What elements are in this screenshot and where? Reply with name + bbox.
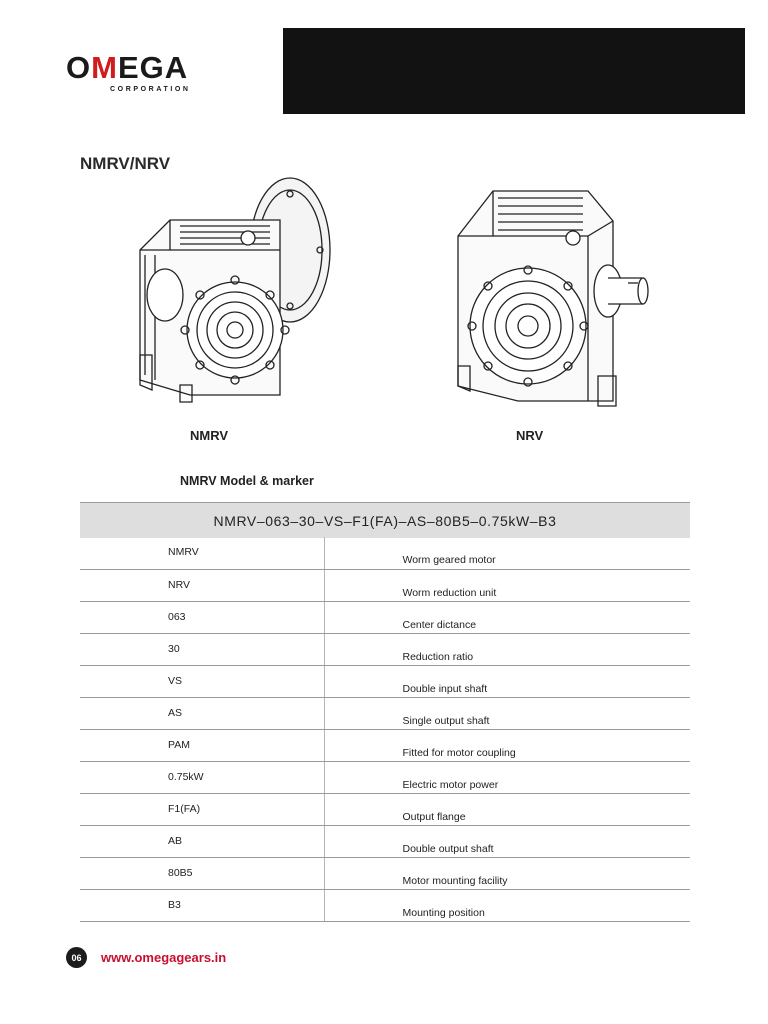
row-description: Motor mounting facility bbox=[324, 857, 690, 889]
row-code: NMRV bbox=[80, 537, 324, 569]
website-link[interactable]: www.omegagears.in bbox=[101, 950, 227, 965]
row-code: F1(FA) bbox=[80, 793, 324, 825]
row-code: VS bbox=[80, 665, 324, 697]
row-code: 30 bbox=[80, 633, 324, 665]
row-code: 0.75kW bbox=[80, 761, 324, 793]
logo-letter-o: O bbox=[66, 50, 92, 85]
row-description: Worm geared motor bbox=[324, 537, 690, 569]
table-row bbox=[80, 697, 690, 729]
row-code: AS bbox=[80, 697, 324, 729]
nmrv-gearbox-illustration bbox=[130, 170, 345, 420]
table-row bbox=[80, 889, 690, 921]
row-description: Double input shaft bbox=[324, 665, 690, 697]
row-code: NRV bbox=[80, 569, 324, 601]
table-row bbox=[80, 569, 690, 601]
row-code: PAM bbox=[80, 729, 324, 761]
table-row bbox=[80, 857, 690, 889]
nmrv-caption: NMRV bbox=[190, 428, 229, 443]
table-row bbox=[80, 761, 690, 793]
row-description: Center dictance bbox=[324, 601, 690, 633]
section-title: NMRV/NRV bbox=[80, 154, 171, 173]
row-code: AB bbox=[80, 825, 324, 857]
nrv-caption: NRV bbox=[516, 428, 544, 443]
header-band bbox=[283, 28, 745, 114]
table-row bbox=[80, 793, 690, 825]
table-subtitle: NMRV Model & marker bbox=[180, 474, 314, 488]
company-logo bbox=[66, 52, 206, 93]
logo-wordmark bbox=[66, 52, 206, 83]
row-description: Worm reduction unit bbox=[324, 569, 690, 601]
table-row bbox=[80, 729, 690, 761]
logo-letter-m: M bbox=[91, 50, 118, 85]
row-description: Output flange bbox=[324, 793, 690, 825]
table-row bbox=[80, 537, 690, 569]
page-footer bbox=[66, 947, 226, 968]
row-description: Single output shaft bbox=[324, 697, 690, 729]
nrv-gearbox-illustration bbox=[438, 176, 653, 421]
table-row bbox=[80, 825, 690, 857]
model-code-bar: NMRV–063–30–VS–F1(FA)–AS–80B5–0.75kW–B3 bbox=[80, 502, 690, 538]
row-description: Double output shaft bbox=[324, 825, 690, 857]
row-description: Reduction ratio bbox=[324, 633, 690, 665]
row-code: 80B5 bbox=[80, 857, 324, 889]
row-code: 063 bbox=[80, 601, 324, 633]
page-number-badge: 06 bbox=[66, 947, 87, 968]
table-row bbox=[80, 601, 690, 633]
table-row bbox=[80, 665, 690, 697]
row-description: Mounting position bbox=[324, 889, 690, 921]
row-description: Fitted for motor coupling bbox=[324, 729, 690, 761]
spec-table bbox=[80, 537, 690, 922]
logo-subtitle: CORPORATION bbox=[110, 86, 191, 93]
logo-letters-ega: EGA bbox=[117, 50, 189, 85]
table-row bbox=[80, 633, 690, 665]
row-description: Electric motor power bbox=[324, 761, 690, 793]
row-code: B3 bbox=[80, 889, 324, 921]
